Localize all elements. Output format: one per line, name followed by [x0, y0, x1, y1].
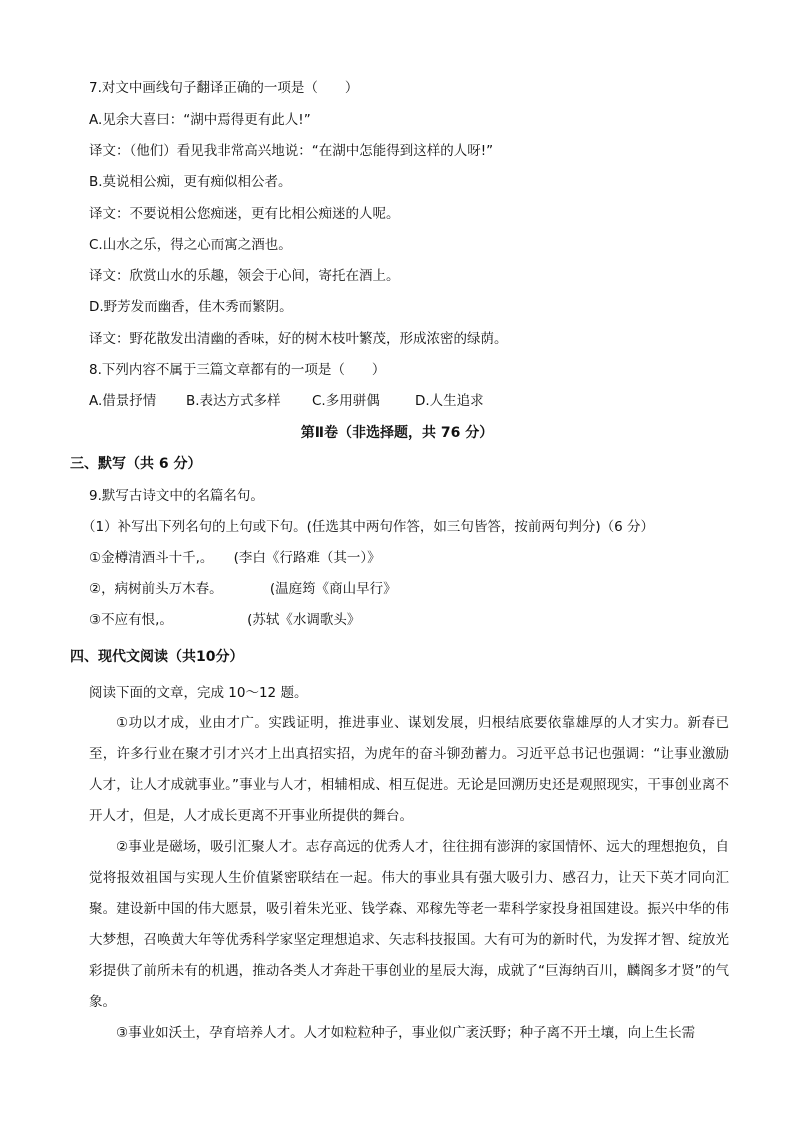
article-paragraph-1: ①功以才成，业由才广。实践证明，推进事业、谋划发展，归根结底要依靠雄厚的人才实力。新春已至，许多行业在聚才引才兴才上出真招实招，为虎年的奋斗铆劲蓄力。习近平总书记也强调：“让事业激励人才，让人才成就事业。”事业与人才，相辅相成、相互促进。无论是回溯历史还是观照现实，干事创业离不开人才，但是，人才成长更离不开事业所提供的舞台。	[89, 715, 729, 824]
q7-option-b-translation: 译文：不要说相公您痴迷，更有比相公痴迷的人呢。	[89, 206, 400, 222]
q8-option-c: C.多用骈偶	[312, 393, 380, 409]
article-paragraph-2: ②事业是磁场，吸引汇聚人才。志存高远的优秀人才，往往拥有澎湃的家国情怀、远大的理想抱负，自觉将报效祖国与实现人生价值紧密联结在一起。伟大的事业具有强大吸引力、感召力，让天下英才同向汇聚。建设新中国的伟大愿景，吸引着朱光亚、钱学森、邓稼先等老一辈科学家投身祖国建设。振兴中华的伟大梦想，召唤黄大年等优秀科学家坚定理想追求、矢志科技报国。大有可为的新时代，为发挥才智、绽放光彩提供了前所未有的机遇，推动各类人才奔赴干事创业的星辰大海，成就了“巨海纳百川，麟阁多才贤”的气象。	[89, 839, 729, 1010]
q8-option-b: B.表达方式多样	[186, 393, 281, 409]
q9-stem: 9.默写古诗文中的名篇名句。	[89, 488, 264, 504]
q9-item3: ③不应有恨,。 (苏轼《水调歌头》	[89, 612, 361, 628]
q7-option-a-translation: 译文：（他们）看见我非常高兴地说：“在湖中怎能得到这样的人呀!”	[89, 143, 494, 159]
q7-option-d: D.野芳发而幽香，佳木秀而繁阴。	[89, 299, 293, 315]
q7-option-d-translation: 译文：野花散发出清幽的香味，好的树木枝叶繁茂，形成浓密的绿荫。	[89, 331, 508, 347]
q7-option-b: B.莫说相公痴，更有痴似相公者。	[89, 174, 292, 190]
part2-title: 第Ⅱ卷（非选择题，共 76 分）	[300, 425, 494, 441]
section3-heading: 三、默写（共 6 分）	[70, 456, 202, 472]
q9-sub1: （1）补写出下列名句的上句或下句。(任选其中两句作答，如三句皆答，按前两句判分)（6 分）	[82, 519, 655, 535]
q8-option-d: D.人生追求	[415, 393, 484, 409]
q8-stem: 8.下列内容不属于三篇文章都有的一项是（ ）	[89, 362, 386, 378]
q8-option-a: A.借景抒情	[89, 393, 157, 409]
q7-option-a: A.见余大喜曰：“湖中焉得更有此人!”	[89, 112, 311, 128]
q7-stem: 7.对文中画线句子翻译正确的一项是（ ）	[89, 80, 359, 96]
article-paragraph-3: ③事业如沃土，孕育培养人才。人才如粒粒种子，事业似广袤沃野；种子离不开土壤，向上生长需	[116, 1025, 696, 1041]
section4-heading: 四、现代文阅读（共10分）	[70, 649, 244, 665]
reading-intro: 阅读下面的文章，完成 10～12 题。	[89, 685, 308, 701]
q8-options	[89, 391, 484, 411]
q9-item2: ②，病树前头万木春。 (温庭筠《商山早行》	[89, 581, 397, 597]
q7-option-c-translation: 译文：欣赏山水的乐趣，领会于心间，寄托在酒上。	[89, 268, 400, 284]
q9-item1: ①金樽清酒斗十千,。 (李白《行路难（其一）》	[89, 550, 381, 566]
q7-option-c: C.山水之乐，得之心而寓之酒也。	[89, 237, 292, 253]
